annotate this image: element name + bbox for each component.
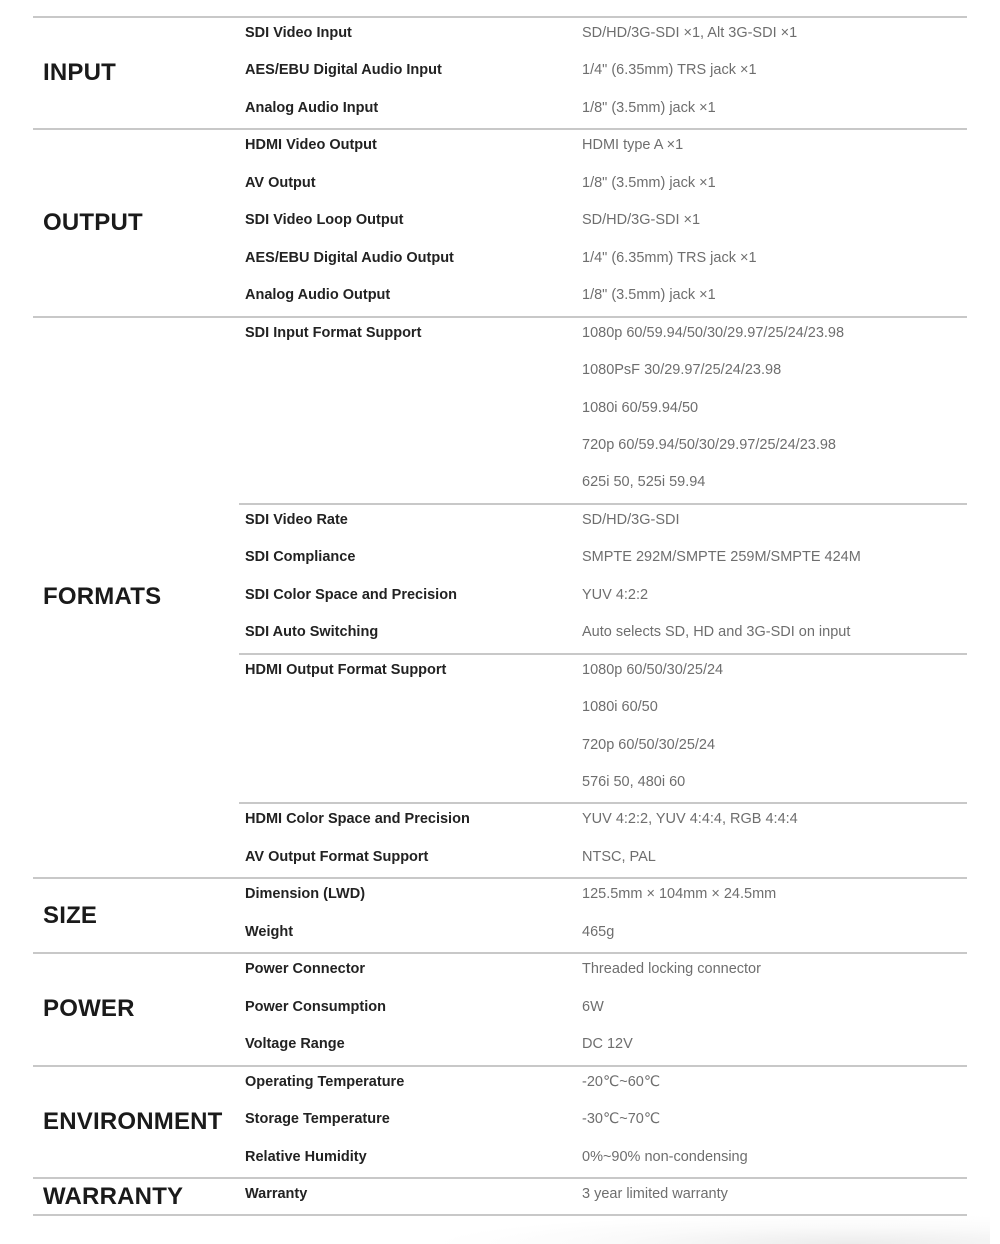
spec-value: YUV 4:2:2, YUV 4:4:4, RGB 4:4:4 xyxy=(582,811,798,827)
section-divider xyxy=(33,16,967,18)
spec-label-dimension-lwd: Dimension (LWD) xyxy=(245,886,366,902)
spec-label-av-output: AV Output xyxy=(245,175,316,191)
spec-value: DC 12V xyxy=(582,1036,633,1052)
spec-label-sdi-video-rate: SDI Video Rate xyxy=(245,512,348,528)
spec-label-sdi-color-space-and-precision: SDI Color Space and Precision xyxy=(245,587,457,603)
category-heading-power: POWER xyxy=(43,995,135,1022)
category-heading-warranty: WARRANTY xyxy=(43,1183,184,1210)
spec-value: 3 year limited warranty xyxy=(582,1186,728,1202)
spec-value: 1/8" (3.5mm) jack ×1 xyxy=(582,100,716,116)
spec-value: SD/HD/3G-SDI xyxy=(582,512,680,528)
section-divider xyxy=(33,316,967,318)
spec-label-sdi-video-loop-output: SDI Video Loop Output xyxy=(245,212,404,228)
spec-label-analog-audio-input: Analog Audio Input xyxy=(245,100,379,116)
spec-value: NTSC, PAL xyxy=(582,849,656,865)
spec-label-warranty: Warranty xyxy=(245,1186,308,1202)
spec-value: -30℃~70℃ xyxy=(582,1111,661,1127)
spec-value: 720p 60/50/30/25/24 xyxy=(582,737,716,753)
section-divider xyxy=(33,128,967,130)
spec-value: SMPTE 292M/SMPTE 259M/SMPTE 424M xyxy=(582,549,861,565)
spec-label-hdmi-color-space-and-precision: HDMI Color Space and Precision xyxy=(245,811,470,827)
spec-value: 720p 60/59.94/50/30/29.97/25/24/23.98 xyxy=(582,437,836,453)
spec-value: 576i 50, 480i 60 xyxy=(582,774,686,790)
spec-value: 0%~90% non-condensing xyxy=(582,1149,748,1165)
row-divider xyxy=(239,653,967,655)
spec-label-hdmi-video-output: HDMI Video Output xyxy=(245,137,377,153)
spec-value: 1/8" (3.5mm) jack ×1 xyxy=(582,175,716,191)
category-heading-input: INPUT xyxy=(43,59,116,86)
spec-value: Threaded locking connector xyxy=(582,961,761,977)
row-divider xyxy=(239,503,967,505)
spec-value: 125.5mm × 104mm × 24.5mm xyxy=(582,886,777,902)
spec-value: 1/8" (3.5mm) jack ×1 xyxy=(582,287,716,303)
spec-value: 1080PsF 30/29.97/25/24/23.98 xyxy=(582,362,782,378)
spec-value: YUV 4:2:2 xyxy=(582,587,649,603)
spec-label-hdmi-output-format-support: HDMI Output Format Support xyxy=(245,662,447,678)
spec-label-sdi-auto-switching: SDI Auto Switching xyxy=(245,624,379,640)
spec-value: 465g xyxy=(582,924,615,940)
spec-label-storage-temperature: Storage Temperature xyxy=(245,1111,390,1127)
spec-label-analog-audio-output: Analog Audio Output xyxy=(245,287,391,303)
spec-value: 1080i 60/59.94/50 xyxy=(582,400,699,416)
category-heading-output: OUTPUT xyxy=(43,209,143,236)
spec-label-relative-humidity: Relative Humidity xyxy=(245,1149,367,1165)
spec-label-operating-temperature: Operating Temperature xyxy=(245,1074,405,1090)
spec-value: 1/4" (6.35mm) TRS jack ×1 xyxy=(582,62,757,78)
section-divider xyxy=(33,1177,967,1179)
spec-value: -20℃~60℃ xyxy=(582,1074,661,1090)
background-shadow xyxy=(430,1214,990,1244)
spec-value: 1/4" (6.35mm) TRS jack ×1 xyxy=(582,250,757,266)
section-divider xyxy=(33,1065,967,1067)
section-divider xyxy=(33,877,967,879)
section-divider xyxy=(33,1214,967,1216)
spec-value: SD/HD/3G-SDI ×1, Alt 3G-SDI ×1 xyxy=(582,25,798,41)
spec-label-power-connector: Power Connector xyxy=(245,961,366,977)
spec-label-aes-ebu-digital-audio-input: AES/EBU Digital Audio Input xyxy=(245,62,442,78)
category-heading-environment: ENVIRONMENT xyxy=(43,1108,223,1135)
spec-label-aes-ebu-digital-audio-output: AES/EBU Digital Audio Output xyxy=(245,250,454,266)
spec-label-sdi-input-format-support: SDI Input Format Support xyxy=(245,325,422,341)
spec-label-sdi-compliance: SDI Compliance xyxy=(245,549,356,565)
spec-label-voltage-range: Voltage Range xyxy=(245,1036,345,1052)
spec-label-power-consumption: Power Consumption xyxy=(245,999,386,1015)
spec-value: Auto selects SD, HD and 3G-SDI on input xyxy=(582,624,851,640)
section-divider xyxy=(33,952,967,954)
spec-value: HDMI type A ×1 xyxy=(582,137,684,153)
spec-label-weight: Weight xyxy=(245,924,294,940)
spec-value: 1080p 60/50/30/25/24 xyxy=(582,662,724,678)
row-divider xyxy=(239,802,967,804)
category-heading-size: SIZE xyxy=(43,902,98,929)
spec-value: 6W xyxy=(582,999,604,1015)
spec-value: 625i 50, 525i 59.94 xyxy=(582,474,706,490)
spec-value: 1080i 60/50 xyxy=(582,699,658,715)
spec-value: SD/HD/3G-SDI ×1 xyxy=(582,212,701,228)
spec-label-sdi-video-input: SDI Video Input xyxy=(245,25,352,41)
category-heading-formats: FORMATS xyxy=(43,583,162,610)
spec-label-av-output-format-support: AV Output Format Support xyxy=(245,849,429,865)
spec-value: 1080p 60/59.94/50/30/29.97/25/24/23.98 xyxy=(582,325,845,341)
